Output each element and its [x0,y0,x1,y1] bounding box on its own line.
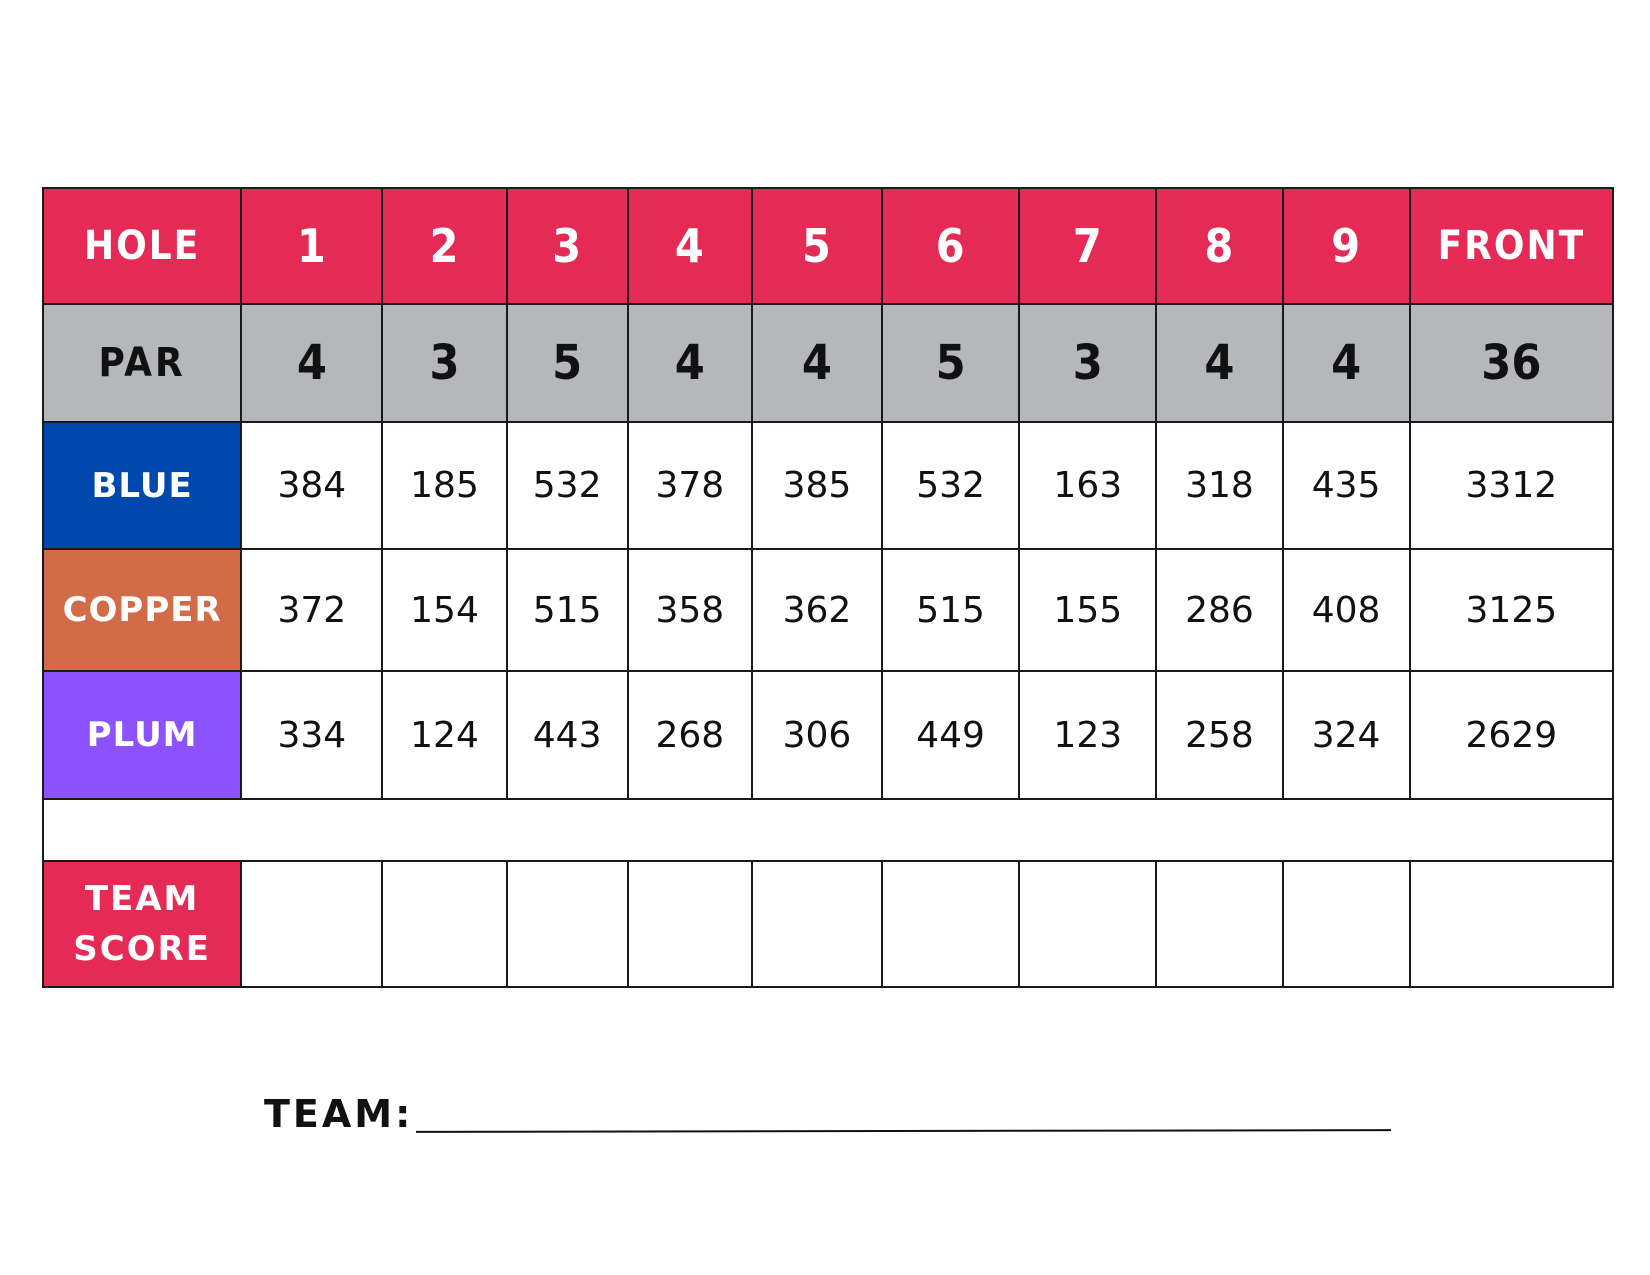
team-name-line[interactable] [416,1129,1391,1133]
team-score-row [43,861,1613,987]
team-score-input-hole-7[interactable] [1019,861,1156,987]
par-value: 5 [882,304,1019,422]
yardage-cell: 449 [882,671,1019,799]
yardage-total: 3125 [1410,549,1613,671]
hole-number: 4 [628,188,752,304]
hole-number: 3 [507,188,628,304]
hole-row [43,188,1613,304]
yardage-cell: 286 [1156,549,1282,671]
yardage-cell: 334 [241,671,382,799]
par-value: 5 [507,304,628,422]
hole-number: 2 [382,188,506,304]
yardage-cell: 384 [241,422,382,549]
tee-row-plum [43,671,1613,799]
hole-label: HOLE [43,188,241,304]
yardage-cell: 532 [882,422,1019,549]
par-value: 4 [628,304,752,422]
hole-number: 7 [1019,188,1156,304]
par-value: 3 [382,304,506,422]
team-name-label: TEAM: [264,1092,414,1136]
yardage-cell: 435 [1283,422,1410,549]
team-score-label-line1: TEAM [84,879,200,919]
team-score-input-hole-1[interactable] [241,861,382,987]
spacer-cell [43,799,1613,861]
hole-number: 5 [752,188,882,304]
par-value: 4 [241,304,382,422]
tee-row-blue [43,422,1613,549]
yardage-cell: 515 [507,549,628,671]
hole-number: 1 [241,188,382,304]
yardage-cell: 306 [752,671,882,799]
yardage-total: 3312 [1410,422,1613,549]
yardage-cell: 324 [1283,671,1410,799]
yardage-cell: 154 [382,549,506,671]
par-label: PAR [43,304,241,422]
team-score-input-front[interactable] [1410,861,1613,987]
team-score-input-hole-9[interactable] [1283,861,1410,987]
yardage-total: 2629 [1410,671,1613,799]
yardage-cell: 258 [1156,671,1282,799]
team-name-field [264,1092,1394,1148]
yardage-cell: 155 [1019,549,1156,671]
yardage-cell: 378 [628,422,752,549]
team-score-input-hole-6[interactable] [882,861,1019,987]
spacer-row [43,799,1613,861]
front-total-header: FRONT [1410,188,1613,304]
yardage-cell: 385 [752,422,882,549]
hole-number: 8 [1156,188,1282,304]
par-row [43,304,1613,422]
yardage-cell: 185 [382,422,506,549]
par-value: 4 [1283,304,1410,422]
par-value: 4 [752,304,882,422]
yardage-cell: 358 [628,549,752,671]
tee-label-plum: PLUM [43,671,241,799]
yardage-cell: 372 [241,549,382,671]
hole-number: 6 [882,188,1019,304]
tee-row-copper [43,549,1613,671]
yardage-cell: 532 [507,422,628,549]
yardage-cell: 124 [382,671,506,799]
team-score-input-hole-3[interactable] [507,861,628,987]
team-score-input-hole-2[interactable] [382,861,506,987]
team-score-label [43,861,241,987]
yardage-cell: 268 [628,671,752,799]
yardage-cell: 515 [882,549,1019,671]
par-total: 36 [1410,304,1613,422]
team-score-input-hole-8[interactable] [1156,861,1282,987]
yardage-cell: 318 [1156,422,1282,549]
yardage-cell: 123 [1019,671,1156,799]
team-score-input-hole-4[interactable] [628,861,752,987]
yardage-cell: 362 [752,549,882,671]
scorecard-table [42,187,1614,988]
par-value: 3 [1019,304,1156,422]
yardage-cell: 408 [1283,549,1410,671]
team-score-input-hole-5[interactable] [752,861,882,987]
yardage-cell: 163 [1019,422,1156,549]
hole-number: 9 [1283,188,1410,304]
yardage-cell: 443 [507,671,628,799]
par-value: 4 [1156,304,1282,422]
tee-label-blue: BLUE [43,422,241,549]
team-score-label-line2: SCORE [73,929,211,969]
tee-label-copper: COPPER [43,549,241,671]
